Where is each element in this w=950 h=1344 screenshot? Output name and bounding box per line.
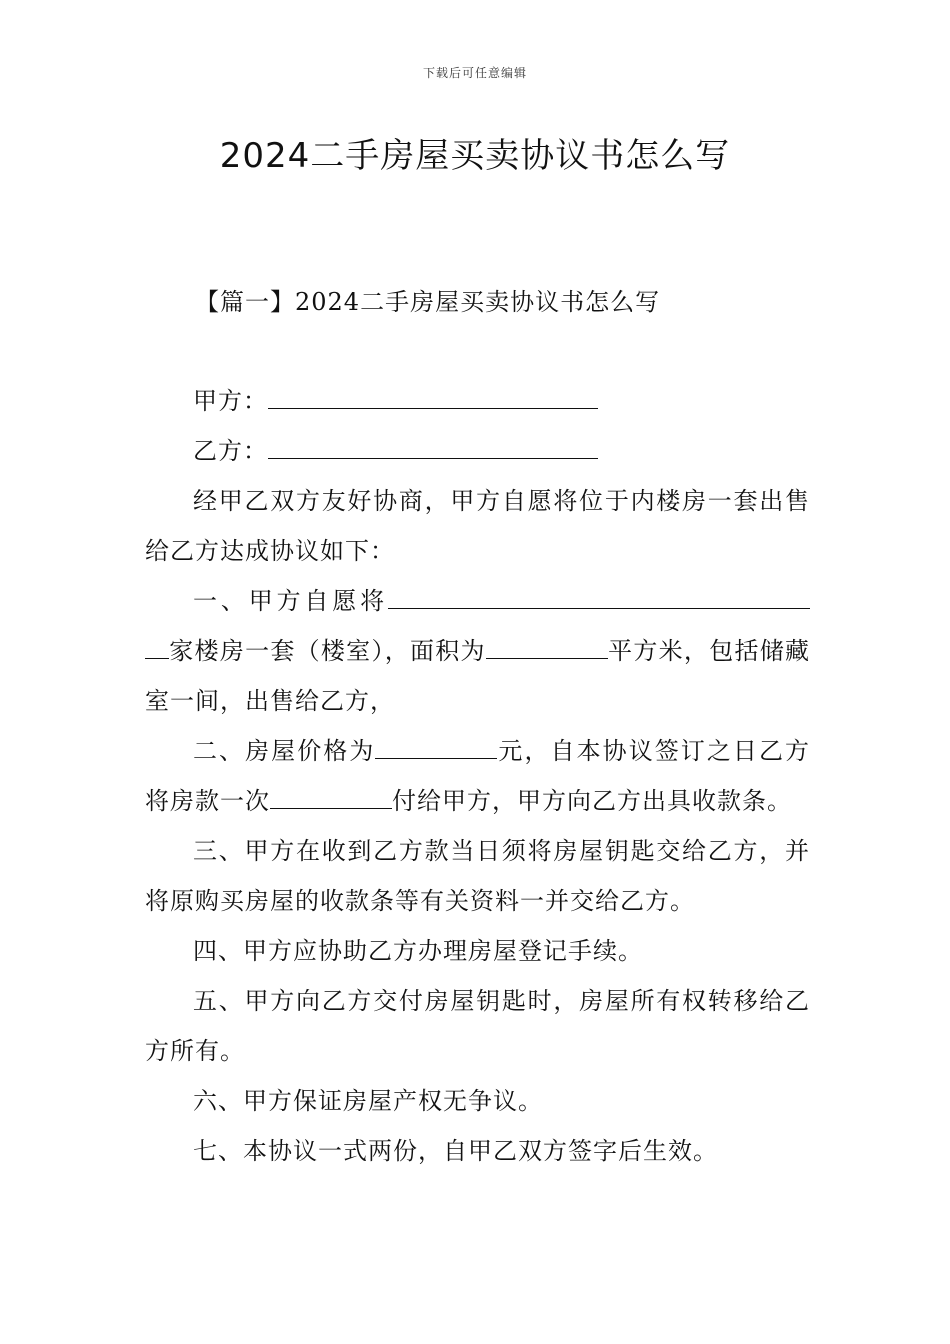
clause-2-part-1: 二、房屋价格为: [193, 737, 376, 765]
clause-2-part-2: 元，自本协议签订之日乙方将房款一次: [145, 737, 811, 815]
party-b-line: [145, 426, 810, 476]
clause-1: [145, 576, 810, 726]
clause-1-part-1: 一、甲方自愿将: [193, 587, 388, 615]
clause-6: 六、甲方保证房屋产权无争议。: [193, 1087, 543, 1115]
clause-5: 五、甲方向乙方交付房屋钥匙时，房屋所有权转移给乙方所有。: [145, 987, 810, 1065]
clause-2-part-3: 付给甲方，甲方向乙方出具收款条。: [392, 787, 792, 815]
clause-1-blank-owner-cont: [145, 640, 169, 659]
party-a-blank: [268, 390, 598, 409]
header-note: 下载后可任意编辑: [422, 66, 527, 80]
agreement-body: [145, 376, 810, 1176]
party-a-label: 甲方：: [193, 387, 268, 415]
party-b-label: 乙方：: [193, 437, 268, 465]
section-heading: 【篇一】2024二手房屋买卖协议书怎么写: [195, 288, 661, 316]
intro-paragraph: 经甲乙双方友好协商，甲方自愿将位于内楼房一套出售给乙方达成协议如下：: [145, 487, 810, 565]
clause-7: 七、本协议一式两份，自甲乙双方签字后生效。: [193, 1137, 718, 1165]
party-b-blank: [268, 440, 598, 459]
clause-1-blank-area: [486, 640, 608, 659]
party-a-line: [145, 376, 810, 426]
clause-2: [145, 726, 810, 826]
clause-4: 四、甲方应协助乙方办理房屋登记手续。: [193, 937, 643, 965]
clause-1-part-3: 平方米，包括储藏室一间，出售给乙方，: [145, 637, 811, 715]
clause-2-blank-price: [375, 740, 497, 759]
document-title: 2024二手房屋买卖协议书怎么写: [219, 136, 731, 176]
clause-2-blank-payment: [270, 790, 392, 809]
clause-1-part-2: 家楼房一套（楼室），面积为: [169, 637, 486, 665]
clause-1-blank-owner: [388, 590, 810, 609]
clause-3: 三、甲方在收到乙方款当日须将房屋钥匙交给乙方，并将原购买房屋的收款条等有关资料一并交给乙方。: [145, 837, 810, 915]
